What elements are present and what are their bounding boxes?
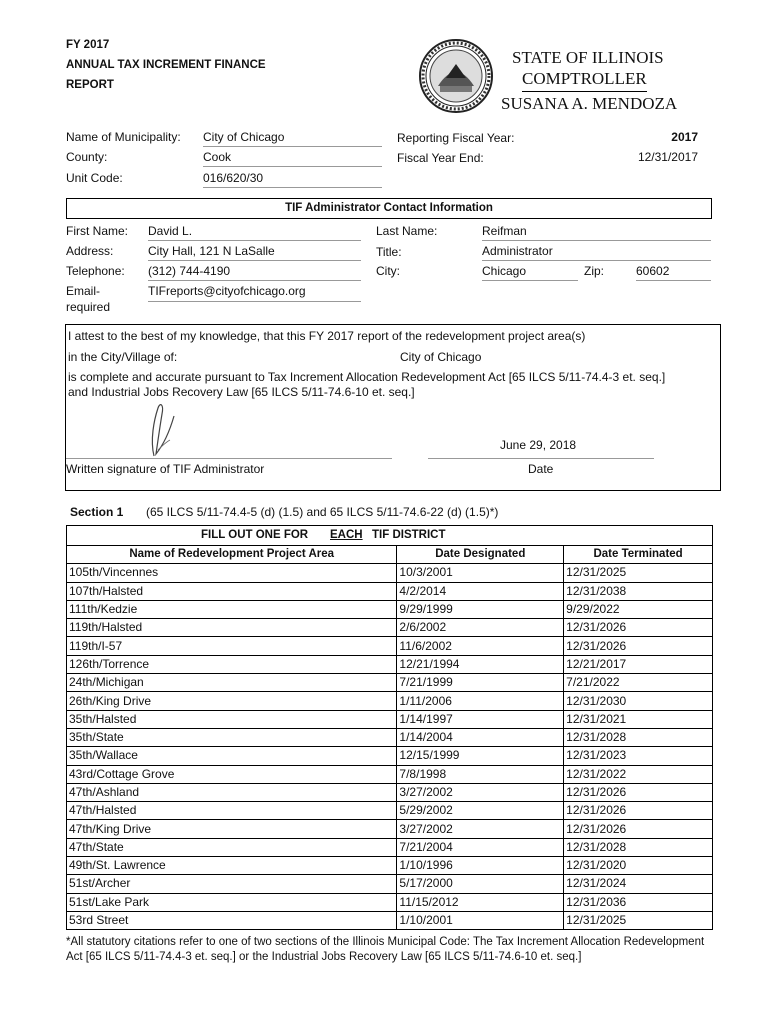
attestation-city-value: City of Chicago	[400, 350, 482, 364]
contact-section-heading: TIF Administrator Contact Information	[66, 198, 712, 219]
project-area-cell: 53rd Street	[67, 911, 397, 929]
date-designated-cell: 7/21/1999	[397, 674, 564, 692]
municipality-label: Name of Municipality:	[66, 130, 181, 144]
date-terminated-cell: 12/31/2026	[564, 802, 713, 820]
section1-citation: (65 ILCS 5/11-74.4-5 (d) (1.5) and 65 ILCS 5/11-74.6-22 (d) (1.5)*)	[146, 505, 499, 519]
date-designated-cell: 5/29/2002	[397, 802, 564, 820]
city-value: Chicago	[482, 264, 578, 281]
administrator-signature	[140, 400, 200, 458]
date-terminated-cell: 12/31/2028	[564, 728, 713, 746]
project-area-cell: 107th/Halsted	[67, 582, 397, 600]
date-designated-cell: 12/21/1994	[397, 655, 564, 673]
fiscal-year-end-value: 12/31/2017	[637, 150, 698, 164]
comptroller-name: SUSANA A. MENDOZA	[501, 94, 678, 113]
project-area-cell: 47th/State	[67, 838, 397, 856]
date-terminated-cell: 12/31/2021	[564, 710, 713, 728]
date-designated-cell: 1/14/1997	[397, 710, 564, 728]
date-terminated-cell: 12/21/2017	[564, 655, 713, 673]
fiscal-year-value: 2017	[671, 130, 698, 144]
date-designated-cell: 1/14/2004	[397, 728, 564, 746]
table-row	[67, 582, 713, 600]
attestation-line3: is complete and accurate pursuant to Tax Increment Allocation Redevelopment Act [65 ILCS 5/11-74.4-3 et. seq.]	[68, 370, 666, 384]
signature-label: Written signature of TIF Administrator	[66, 462, 265, 476]
attestation-line4: and Industrial Jobs Recovery Law [65 ILCS 5/11-74.6-10 et. seq.]	[68, 385, 415, 399]
date-designated-cell: 9/29/1999	[397, 600, 564, 618]
state-seal-icon	[418, 38, 494, 114]
project-area-cell: 35th/Halsted	[67, 710, 397, 728]
address-value: City Hall, 121 N LaSalle	[148, 244, 361, 261]
date-designated-cell: 7/21/2004	[397, 838, 564, 856]
county-label: County:	[66, 150, 108, 164]
table-row	[67, 893, 713, 911]
table-header-row	[67, 546, 713, 564]
table-row	[67, 765, 713, 783]
date-designated-cell: 5/17/2000	[397, 875, 564, 893]
column-header-date-terminated: Date Terminated	[564, 546, 713, 564]
project-area-cell: 35th/State	[67, 728, 397, 746]
fiscal-year-heading: FY 2017	[66, 39, 110, 51]
date-designated-cell: 11/6/2002	[397, 637, 564, 655]
attestation-line1: I attest to the best of my knowledge, that this FY 2017 report of the redevelopment project area(s)	[68, 329, 586, 343]
date-terminated-cell: 12/31/2022	[564, 765, 713, 783]
date-terminated-cell: 12/31/2024	[564, 875, 713, 893]
first-name-value: David L.	[148, 224, 361, 241]
fiscal-year-end-label: Fiscal Year End:	[397, 151, 484, 165]
date-terminated-cell: 12/31/2036	[564, 893, 713, 911]
project-area-cell: 105th/Vincennes	[67, 564, 397, 582]
project-area-cell: 47th/Ashland	[67, 783, 397, 801]
date-designated-cell: 4/2/2014	[397, 582, 564, 600]
signature-line	[66, 458, 392, 459]
table-row	[67, 564, 713, 582]
date-designated-cell: 3/27/2002	[397, 783, 564, 801]
date-terminated-cell: 12/31/2026	[564, 619, 713, 637]
title-label: Title:	[376, 245, 402, 259]
city-label: City:	[376, 264, 400, 278]
column-header-date-designated: Date Designated	[397, 546, 564, 564]
project-area-cell: 47th/King Drive	[67, 820, 397, 838]
date-designated-cell: 2/6/2002	[397, 619, 564, 637]
date-label: Date	[528, 462, 554, 476]
last-name-value: Reifman	[482, 224, 711, 241]
project-area-cell: 51st/Lake Park	[67, 893, 397, 911]
table-row	[67, 783, 713, 801]
date-designated-cell: 1/10/1996	[397, 857, 564, 875]
table-row	[67, 728, 713, 746]
date-designated-cell: 3/27/2002	[397, 820, 564, 838]
email-label: Email-	[66, 284, 101, 298]
date-terminated-cell: 12/31/2030	[564, 692, 713, 710]
date-designated-cell: 11/15/2012	[397, 893, 564, 911]
date-terminated-cell: 12/31/2028	[564, 838, 713, 856]
table-row	[67, 637, 713, 655]
telephone-label: Telephone:	[66, 264, 125, 278]
last-name-label: Last Name:	[376, 224, 438, 238]
date-designated-cell: 7/8/1998	[397, 765, 564, 783]
table-row	[67, 674, 713, 692]
zip-value: 60602	[636, 264, 711, 281]
project-area-cell: 35th/Wallace	[67, 747, 397, 765]
date-terminated-cell: 12/31/2026	[564, 820, 713, 838]
municipality-value: City of Chicago	[203, 130, 382, 147]
date-designated-cell: 10/3/2001	[397, 564, 564, 582]
date-terminated-cell: 7/21/2022	[564, 674, 713, 692]
office-line2: COMPTROLLER	[522, 68, 647, 92]
table-row	[67, 710, 713, 728]
fill-out-banner	[66, 525, 713, 546]
date-terminated-cell: 12/31/2026	[564, 783, 713, 801]
date-terminated-cell: 12/31/2025	[564, 911, 713, 929]
first-name-label: First Name:	[66, 224, 129, 238]
table-row	[67, 692, 713, 710]
date-designated-cell: 1/11/2006	[397, 692, 564, 710]
telephone-value: (312) 744-4190	[148, 264, 361, 281]
signature-date-value: June 29, 2018	[500, 438, 577, 452]
table-row	[67, 655, 713, 673]
attestation-city-label: in the City/Village of:	[68, 350, 178, 364]
fill-out-suffix: TIF DISTRICT	[372, 529, 446, 541]
date-terminated-cell: 12/31/2026	[564, 637, 713, 655]
date-terminated-cell: 12/31/2038	[564, 582, 713, 600]
project-area-cell: 119th/I-57	[67, 637, 397, 655]
table-row	[67, 875, 713, 893]
title-value: Administrator	[482, 244, 711, 261]
email-value: TIFreports@cityofchicago.org	[148, 284, 361, 302]
table-row	[67, 747, 713, 765]
table-row	[67, 857, 713, 875]
date-terminated-cell: 12/31/2020	[564, 857, 713, 875]
table-row	[67, 619, 713, 637]
email-required-label: required	[66, 300, 111, 314]
section1-label: Section 1	[70, 505, 124, 519]
county-value: Cook	[203, 150, 382, 167]
unit-code-value: 016/620/30	[203, 171, 382, 188]
project-area-cell: 26th/King Drive	[67, 692, 397, 710]
project-area-cell: 43rd/Cottage Grove	[67, 765, 397, 783]
project-area-cell: 111th/Kedzie	[67, 600, 397, 618]
address-label: Address:	[66, 244, 114, 258]
date-designated-cell: 1/10/2001	[397, 911, 564, 929]
table-row	[67, 802, 713, 820]
project-area-cell: 24th/Michigan	[67, 674, 397, 692]
unit-code-label: Unit Code:	[66, 171, 123, 185]
zip-label: Zip:	[584, 264, 605, 278]
fiscal-year-label: Reporting Fiscal Year:	[397, 131, 515, 145]
date-designated-cell: 12/15/1999	[397, 747, 564, 765]
report-title-line1: ANNUAL TAX INCREMENT FINANCE	[66, 59, 266, 71]
fill-out-each: EACH	[330, 529, 363, 541]
column-header-project-area: Name of Redevelopment Project Area	[67, 546, 397, 564]
report-title-line2: REPORT	[66, 79, 114, 91]
tif-district-table	[66, 545, 713, 930]
statutory-footnote: *All statutory citations refer to one of two sections of the Illinois Municipal Code: The Tax Increment Allocation Redevelopment Act [65 ILCS 5/11-74.4-3 et. seq.] or the Industrial Jobs Recovery Law [65 ILCS 5/11-74.6-10 et. seq.]	[66, 936, 705, 963]
table-row	[67, 820, 713, 838]
date-line	[428, 458, 654, 459]
date-terminated-cell: 12/31/2025	[564, 564, 713, 582]
project-area-cell: 119th/Halsted	[67, 619, 397, 637]
table-row	[67, 911, 713, 929]
table-row	[67, 838, 713, 856]
date-terminated-cell: 9/29/2022	[564, 600, 713, 618]
date-terminated-cell: 12/31/2023	[564, 747, 713, 765]
project-area-cell: 126th/Torrence	[67, 655, 397, 673]
project-area-cell: 47th/Halsted	[67, 802, 397, 820]
table-row	[67, 600, 713, 618]
project-area-cell: 49th/St. Lawrence	[67, 857, 397, 875]
office-line1: STATE OF ILLINOIS	[512, 48, 664, 67]
project-area-cell: 51st/Archer	[67, 875, 397, 893]
fill-out-prefix: FILL OUT ONE FOR	[201, 529, 309, 541]
